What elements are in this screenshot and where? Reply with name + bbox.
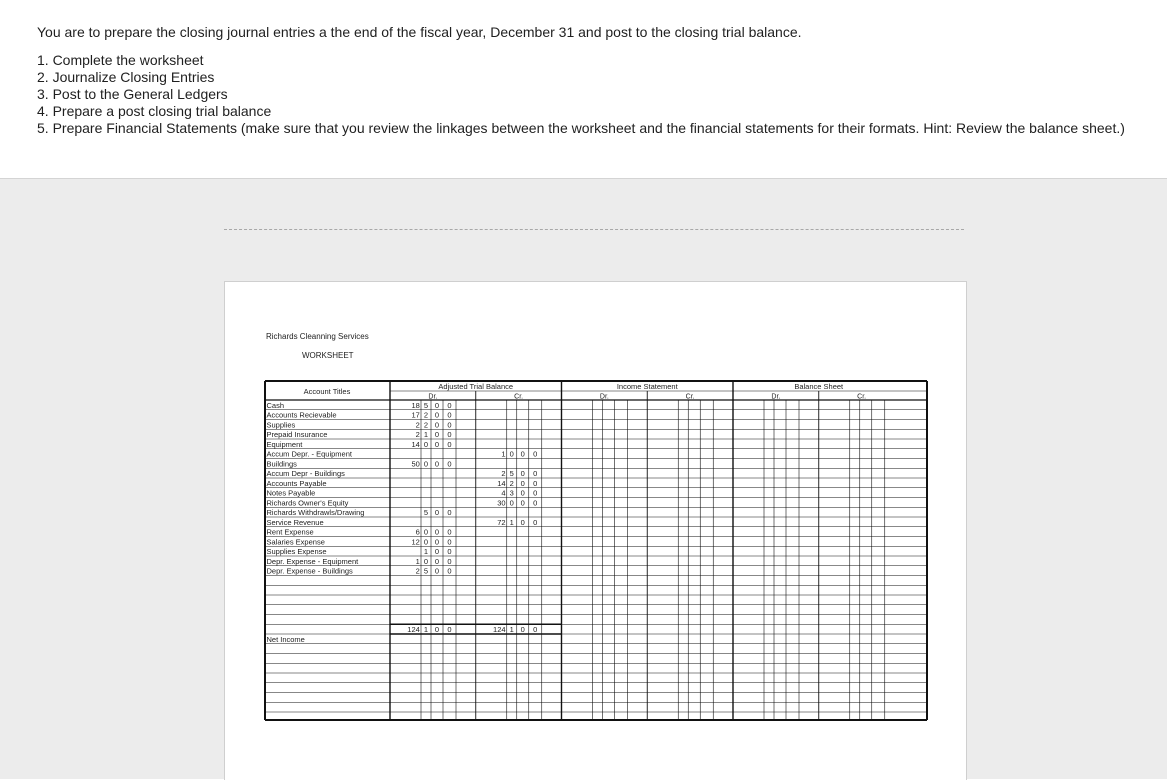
- cr-header: Cr.: [685, 393, 695, 401]
- amount-digit: 0: [447, 410, 452, 420]
- amount-digit: 0: [520, 469, 525, 479]
- amount-dollars: 12: [411, 537, 420, 547]
- amount-digit: 0: [533, 517, 538, 527]
- account-title: Notes Payable: [266, 488, 316, 498]
- account-title: Accounts Payable: [266, 478, 327, 488]
- amount-digit: 0: [533, 449, 538, 459]
- amount-dollars: 4: [501, 488, 506, 498]
- amount-dollars: 50: [411, 459, 420, 469]
- amount-digit: 0: [509, 449, 514, 459]
- amount-digit: 5: [509, 469, 514, 479]
- dr-header: Dr.: [771, 393, 781, 401]
- amount-digit: 0: [447, 400, 452, 410]
- amount-digit: 0: [447, 420, 452, 430]
- amount-digit: 0: [447, 439, 452, 449]
- step-item: 1. Complete the worksheet: [37, 52, 204, 68]
- amount-digit: 3: [509, 488, 514, 498]
- amount-dollars: 2: [415, 420, 420, 430]
- cr-header: Cr.: [514, 393, 524, 401]
- account-title: Richards Withdrawls/Drawing: [266, 508, 365, 518]
- amount-digit: 0: [434, 547, 440, 557]
- amount-digit: 0: [533, 498, 538, 508]
- cr-header: Cr.: [857, 393, 867, 401]
- amount-dollars: 72: [497, 517, 506, 527]
- amount-digit: 5: [423, 566, 429, 576]
- amount-digit: 0: [533, 625, 538, 635]
- account-title: Accounts Recievable: [266, 410, 337, 420]
- account-title: Prepaid Insurance: [266, 430, 328, 440]
- account-title: Buildings: [266, 459, 297, 469]
- section-header: Balance Sheet: [794, 382, 844, 391]
- account-title: Equipment: [266, 439, 303, 449]
- amount-dollars: 2: [501, 469, 506, 479]
- amount-dollars: 14: [497, 478, 506, 488]
- amount-dollars: 1: [415, 556, 420, 566]
- step-item: 3. Post to the General Ledgers: [37, 86, 228, 102]
- amount-digit: 0: [520, 625, 525, 635]
- amount-digit: 0: [447, 430, 452, 440]
- amount-digit: 0: [434, 508, 440, 518]
- amount-digit: 0: [520, 517, 525, 527]
- amount-digit: 0: [447, 537, 452, 547]
- amount-digit: 1: [509, 517, 514, 527]
- account-title: Depr. Expense - Equipment: [266, 556, 359, 566]
- account-title: Cash: [266, 400, 285, 410]
- intro-text: You are to prepare the closing journal entries a the end of the fiscal year, December 31 and post to the closing trial balance.: [37, 24, 802, 40]
- amount-digit: 1: [423, 547, 429, 557]
- account-title: Service Revenue: [266, 517, 324, 527]
- amount-digit: 1: [423, 625, 429, 635]
- amount-digit: 0: [447, 547, 452, 557]
- account-title: Accum Depr. - Equipment: [266, 449, 352, 459]
- amount-digit: 0: [434, 400, 440, 410]
- amount-digit: 1: [423, 430, 429, 440]
- amount-dollars: 17: [411, 410, 420, 420]
- company-name: Richards Cleanning Services: [266, 332, 369, 341]
- amount-digit: 2: [423, 420, 429, 430]
- net-income-label: Net Income: [266, 634, 305, 644]
- amount-dollars: 14: [411, 439, 420, 449]
- account-title: Accum Depr - Buildings: [266, 469, 345, 479]
- amount-digit: 0: [447, 625, 452, 635]
- amount-dollars: 18: [411, 400, 420, 410]
- amount-digit: 0: [533, 488, 538, 498]
- amount-digit: 2: [509, 478, 514, 488]
- account-title: Salaries Expense: [266, 537, 325, 547]
- amount-digit: 2: [423, 410, 429, 420]
- amount-digit: 0: [423, 439, 429, 449]
- worksheet-title: WORKSHEET: [302, 351, 354, 360]
- amount-digit: 0: [434, 566, 440, 576]
- amount-digit: 0: [423, 556, 429, 566]
- amount-digit: 0: [434, 430, 440, 440]
- step-item: 2. Journalize Closing Entries: [37, 69, 215, 85]
- step-item: 5. Prepare Financial Statements (make sure that you review the linkages between the worksheet and the financial statements for their formats. Hint: Review the balance sheet.): [37, 120, 1125, 136]
- section-header: Adjusted Trial Balance: [438, 382, 514, 391]
- amount-dollars: 2: [415, 430, 420, 440]
- account-title: Supplies Expense: [266, 547, 327, 557]
- amount-digit: 0: [423, 537, 429, 547]
- amount-dollars: 1: [501, 449, 506, 459]
- amount-digit: 0: [520, 488, 525, 498]
- amount-digit: 0: [533, 478, 538, 488]
- account-title: Supplies: [266, 420, 296, 430]
- amount-digit: 0: [434, 527, 440, 537]
- amount-digit: 0: [434, 625, 440, 635]
- amount-digit: 0: [434, 537, 440, 547]
- amount-digit: 0: [423, 527, 429, 537]
- amount-digit: 0: [434, 439, 440, 449]
- amount-digit: 0: [447, 459, 452, 469]
- amount-digit: 5: [423, 508, 429, 518]
- amount-digit: 5: [423, 400, 429, 410]
- section-header: Income Statement: [616, 382, 678, 391]
- account-title: Rent Expense: [266, 527, 314, 537]
- amount-digit: 0: [520, 449, 525, 459]
- account-titles-header: Account Titles: [303, 387, 351, 396]
- amount-digit: 0: [447, 508, 452, 518]
- amount-dollars: 124: [407, 625, 420, 635]
- amount-digit: 0: [434, 459, 440, 469]
- amount-dollars: 2: [415, 566, 420, 576]
- dr-header: Dr.: [428, 393, 438, 401]
- amount-dollars: 124: [493, 625, 506, 635]
- step-item: 4. Prepare a post closing trial balance: [37, 103, 272, 119]
- dr-header: Dr.: [599, 393, 609, 401]
- account-title: Richards Owner's Equity: [266, 498, 349, 508]
- amount-digit: 0: [423, 459, 429, 469]
- amount-digit: 0: [447, 566, 452, 576]
- amount-digit: 0: [520, 478, 525, 488]
- amount-digit: 0: [434, 410, 440, 420]
- amount-digit: 0: [447, 527, 452, 537]
- account-title: Depr. Expense - Buildings: [266, 566, 353, 576]
- amount-dollars: 30: [497, 498, 506, 508]
- amount-digit: 0: [509, 498, 514, 508]
- amount-digit: 0: [520, 498, 525, 508]
- amount-digit: 1: [509, 625, 514, 635]
- amount-digit: 0: [447, 556, 452, 566]
- amount-digit: 0: [434, 420, 440, 430]
- amount-dollars: 6: [415, 527, 420, 537]
- amount-digit: 0: [533, 469, 538, 479]
- amount-digit: 0: [434, 556, 440, 566]
